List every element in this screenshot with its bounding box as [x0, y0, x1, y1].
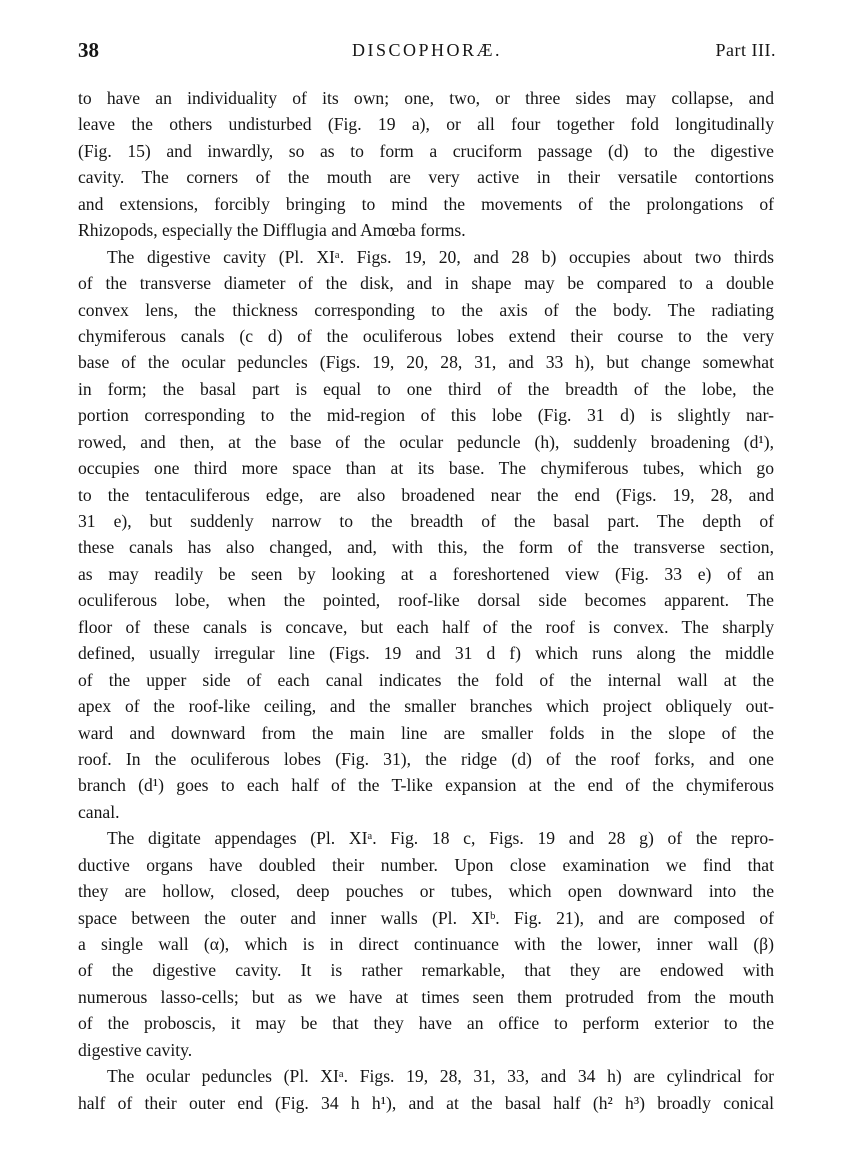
text-line: 31 e), but suddenly narrow to the breadth of the basal part. The depth of: [78, 511, 774, 531]
text-line: they are hollow, closed, deep pouches or tubes, which open downward into the: [78, 881, 774, 902]
text-line: (Fig. 15) and inwardly, so as to form a cruciform passage (d) to the digestive: [78, 140, 774, 161]
text-line: these canals has also changed, and, with this, the form of the transverse section,: [78, 537, 774, 558]
page-number: 38: [78, 38, 99, 62]
text-line: defined, usually irregular line (Figs. 19 and 31 d f) which runs along the middle: [78, 643, 774, 664]
text-line: ductive organs have doubled their number. Upon close examination we find that: [78, 854, 774, 875]
paragraph-start-line: The ocular peduncles (Pl. XIᵃ. Figs. 19, 28, 31, 33, and 34 h) are cylindrical for: [107, 1066, 774, 1087]
paragraph-start-line: The digestive cavity (Pl. XIᵃ. Figs. 19, 20, and 28 b) occupies about two thirds: [107, 246, 774, 267]
text-line: a single wall (α), which is in direct continuance with the lower, inner wall (β): [78, 934, 774, 954]
text-line: convex lens, the thickness corresponding to the axis of the body. The radiating: [78, 299, 774, 320]
running-header: [78, 38, 776, 68]
text-line: rowed, and then, at the base of the ocular peduncle (h), suddenly broadening (d¹),: [78, 431, 774, 452]
text-line: floor of these canals is concave, but each half of the roof is convex. The sharply: [78, 616, 774, 637]
text-line: of the proboscis, it may be that they have an office to perform exterior to the: [78, 1013, 774, 1034]
text-line: Rhizopods, especially the Difflugia and Amœba forms.: [78, 220, 466, 241]
text-line: space between the outer and inner walls (Pl. XIᵇ. Fig. 21), and are composed of: [78, 907, 774, 928]
text-line: to have an individuality of its own; one, two, or three sides may collapse, and: [78, 88, 774, 108]
paragraph-start-line: The digitate appendages (Pl. XIᵃ. Fig. 18 c, Figs. 19 and 28 g) of the repro-: [107, 828, 774, 849]
part-label: Part III.: [715, 40, 776, 60]
text-line: base of the ocular peduncles (Figs. 19, 20, 28, 31, and 33 h), but change somewhat: [78, 352, 774, 373]
text-line: chymiferous canals (c d) of the oculiferous lobes extend their course to the very: [78, 325, 774, 346]
body-text: [78, 85, 774, 1116]
text-line: numerous lasso-cells; but as we have at times seen them protruded from the mouth: [78, 986, 774, 1007]
text-line: in form; the basal part is equal to one third of the breadth of the lobe, the: [78, 378, 774, 399]
text-line: ward and downward from the main line are smaller folds in the slope of the: [78, 722, 774, 743]
text-line: of the digestive cavity. It is rather remarkable, that they are endowed with: [78, 960, 774, 981]
text-line: apex of the roof-like ceiling, and the smaller branches which project obliquely out-: [78, 696, 774, 717]
text-line: and extensions, forcibly bringing to mind the movements of the prolongations of: [78, 193, 774, 214]
running-title: DISCOPHORÆ.: [351, 40, 503, 60]
text-line: leave the others undisturbed (Fig. 19 a), or all four together fold longitudinally: [78, 114, 774, 135]
text-line: roof. In the oculiferous lobes (Fig. 31), the ridge (d) of the roof forks, and one: [78, 748, 774, 769]
text-line: portion corresponding to the mid-region of this lobe (Fig. 31 d) is slightly nar-: [78, 405, 774, 426]
text-line: branch (d¹) goes to each half of the T-like expansion at the end of the chymiferous: [78, 775, 774, 796]
text-line: oculiferous lobe, when the pointed, roof-like dorsal side becomes apparent. The: [78, 590, 774, 611]
text-line: to the tentaculiferous edge, are also broadened near the end (Figs. 19, 28, and: [78, 484, 774, 505]
text-line: of the upper side of each canal indicates the fold of the internal wall at the: [78, 669, 774, 690]
text-line: of the transverse diameter of the disk, and in shape may be compared to a double: [78, 273, 774, 294]
text-line: half of their outer end (Fig. 34 h h¹), and at the basal half (h² h³) broadly conical: [78, 1092, 774, 1113]
text-line: as may readily be seen by looking at a foreshortened view (Fig. 33 e) of an: [78, 563, 774, 584]
text-line: canal.: [78, 801, 120, 822]
text-line: digestive cavity.: [78, 1039, 193, 1060]
text-line: cavity. The corners of the mouth are very active in their versatile contortions: [78, 167, 774, 188]
text-line: occupies one third more space than at its base. The chymiferous tubes, which go: [78, 458, 774, 479]
